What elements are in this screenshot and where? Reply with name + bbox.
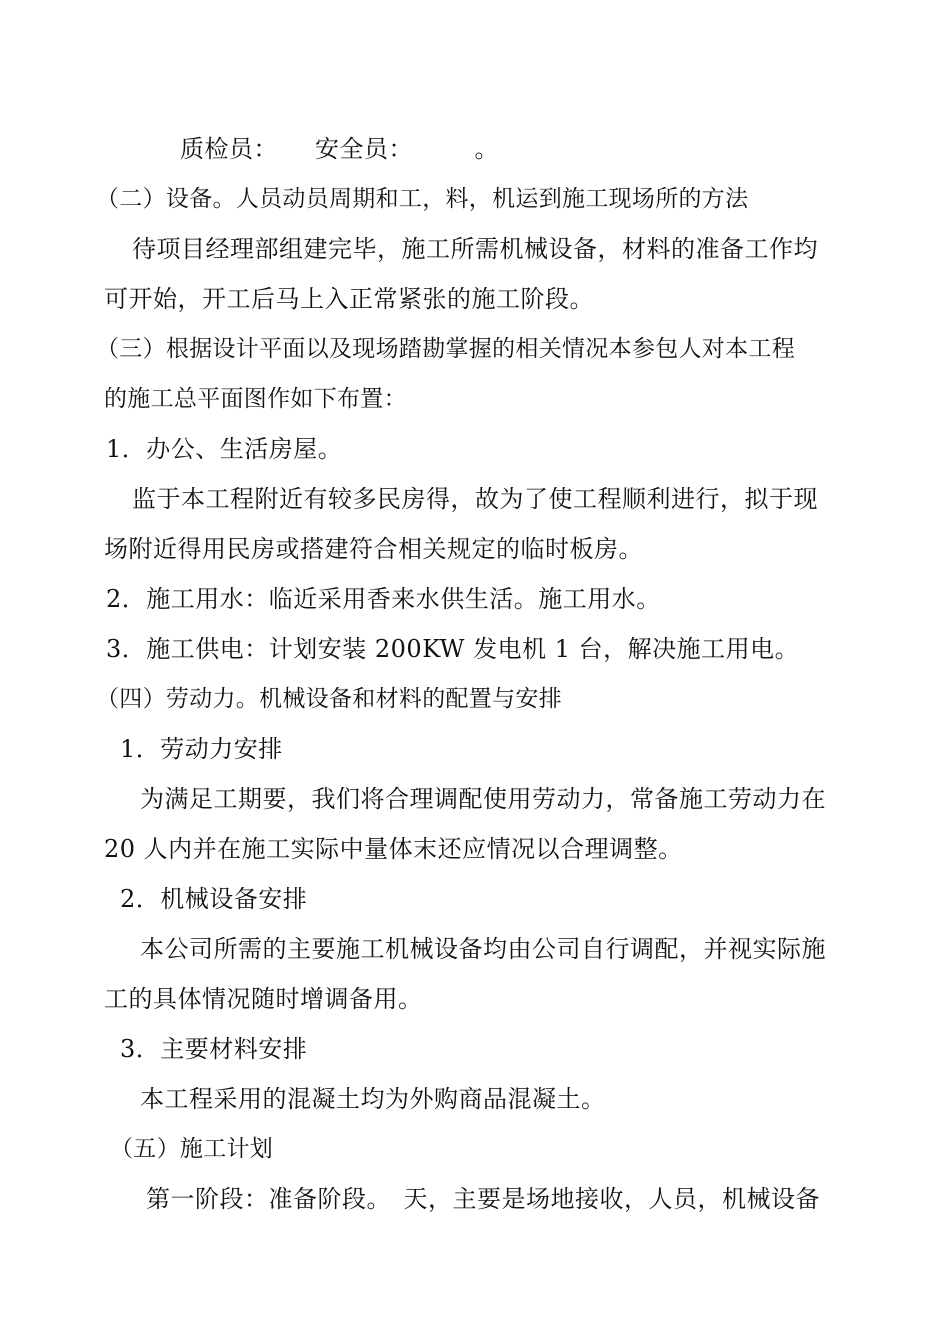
paragraph-line: 工的具体情况随时增调备用。	[104, 985, 423, 1013]
section-2-heading: （二）设备。人员动员周期和工，料，机运到施工现场所的方法	[96, 186, 749, 212]
paragraph-line: 为满足工期要，我们将合理调配使用劳动力，常备施工劳动力在	[140, 785, 826, 813]
paragraph-line: 第一阶段：准备阶段。 天，主要是场地接收，人员，机械设备	[146, 1185, 820, 1213]
paragraph-line: 监于本工程附近有较多民房得，故为了使工程顺利进行，拟于现	[132, 485, 818, 513]
item-power: 3．施工供电：计划安装 200KW 发电机 1 台，解决施工用电。	[106, 635, 800, 663]
paragraph-line: 场附近得用民房或搭建符合相关规定的临时板房。	[104, 535, 643, 563]
paragraph-line: 本公司所需的主要施工机械设备均由公司自行调配，并视实际施	[140, 935, 826, 963]
paragraph-line: 本工程采用的混凝土均为外购商品混凝土。	[140, 1085, 606, 1113]
subheading-machinery: 2．机械设备安排	[120, 885, 308, 913]
inspector-line: 质检员： 安全员： 。	[180, 135, 499, 163]
section-5-heading: （五）施工计划	[110, 1136, 274, 1162]
item-water: 2．施工用水：临近采用香来水供生活。施工用水。	[106, 585, 661, 613]
paragraph-line: 可开始，开工后马上入正常紧张的施工阶段。	[104, 285, 594, 313]
section-3-heading-cont: 的施工总平面图作如下布置：	[104, 386, 407, 412]
paragraph-line: 待项目经理部组建完毕，施工所需机械设备，材料的准备工作均	[132, 235, 818, 263]
subheading-labor: 1．劳动力安排	[120, 735, 283, 763]
section-3-heading: （三）根据设计平面以及现场踏勘掌握的相关情况本参包人对本工程	[96, 336, 795, 362]
subheading-materials: 3．主要材料安排	[120, 1035, 308, 1063]
paragraph-line: 20 人内并在施工实际中量体末还应情况以合理调整。	[104, 835, 683, 863]
section-4-heading: （四）劳动力。机械设备和材料的配置与安排	[96, 686, 562, 712]
item-office-housing: 1．办公、生活房屋。	[106, 435, 343, 463]
